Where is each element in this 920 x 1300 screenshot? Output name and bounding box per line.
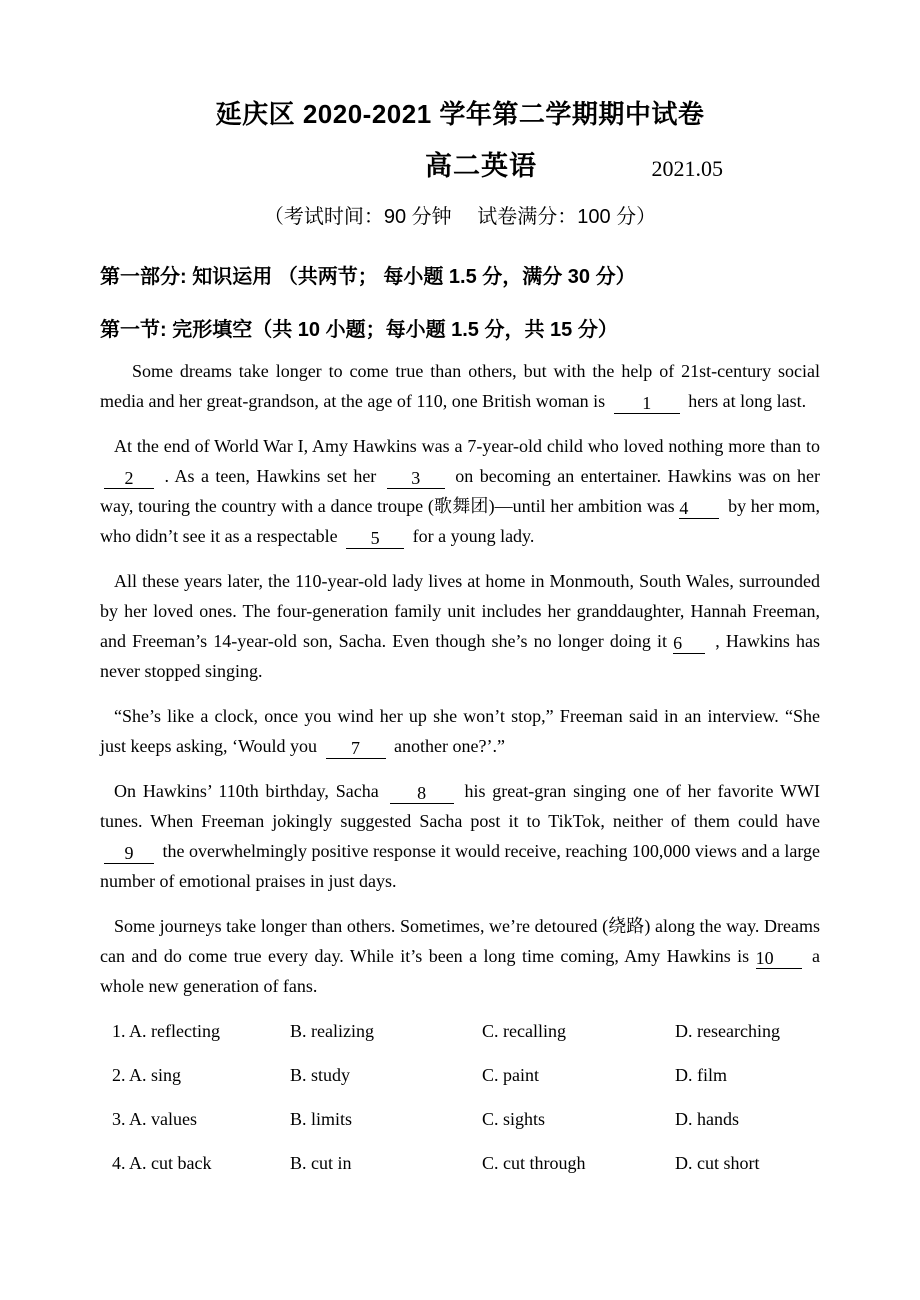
passage-paragraph-2	[100, 431, 820, 551]
option-cell-4-B: B. cut in	[290, 1153, 352, 1173]
text-run: on becoming an entertainer. Hawkins was on her way, touring the country with a dance troupe (歌舞团)—until her ambition was	[100, 466, 821, 516]
option-cell-2-A: 2. A. sing	[112, 1065, 182, 1085]
passage-paragraph-5	[100, 776, 820, 896]
section1-heading: 第一节: 完形填空（共 10 小题；每小题 1.5 分，共 15 分）	[100, 319, 618, 341]
part1-heading: 第一部分: 知识运用 （共两节； 每小题 1.5 分，满分 30 分）	[100, 266, 636, 288]
text-run: All these years later, the 110-year-old lady lives at home in Monmouth, South Wales, surrounded by her loved ones. The four-generation family unit includes her granddaughter, Hannah Freeman, and Freeman’s 14-year-old son, Sacha. Even though she’s no longer doing it	[100, 571, 820, 651]
text-run: by her mom, who didn’t see it as a respectable	[100, 496, 820, 546]
exam-subject: 高二英语	[425, 151, 537, 181]
cloze-blank-9: 9	[104, 841, 154, 864]
option-row-3	[112, 1104, 820, 1134]
cloze-blank-5: 5	[346, 526, 404, 549]
cloze-blank-3: 3	[387, 466, 445, 489]
option-row-2	[112, 1060, 820, 1090]
options-table	[112, 1016, 820, 1178]
option-row-1	[112, 1016, 820, 1046]
exam-title: 延庆区 2020-2021 学年第二学期期中试卷	[215, 99, 705, 129]
option-cell-3-A: 3. A. values	[112, 1109, 197, 1129]
option-cell-4-C: C. cut through	[482, 1153, 586, 1173]
cloze-blank-2: 2	[104, 466, 154, 489]
text-run: Some journeys take longer than others. Sometimes, we’re detoured (绕路) along the way. Dreams can and do come true every day. While it’s been a long time coming, Amy Hawkins is	[100, 916, 820, 966]
cloze-blank-10: 10	[756, 946, 802, 969]
text-run: the overwhelmingly positive response it would receive, reaching 100,000 views and a large number of emotional praises in just days.	[100, 841, 821, 891]
text-run: , Hawkins has never stopped singing.	[100, 631, 820, 681]
passage-paragraph-4	[100, 701, 820, 761]
cloze-passage	[100, 356, 820, 1001]
cloze-blank-1: 1	[614, 391, 680, 414]
option-cell-1-C: C. recalling	[482, 1021, 566, 1041]
option-cell-2-B: B. study	[290, 1065, 351, 1085]
passage-paragraph-1	[100, 356, 820, 416]
text-run: “She’s like a clock, once you wind her up she won’t stop,” Freeman said in an interview. “She just keeps asking, ‘Would you	[100, 706, 820, 756]
option-cell-4-A: 4. A. cut back	[112, 1153, 212, 1173]
option-cell-2-D: D. film	[675, 1065, 727, 1085]
exam-info-line: （考试时间：90 分钟 试卷满分：100 分）	[263, 206, 657, 228]
passage-paragraph-3	[100, 566, 820, 686]
option-cell-3-B: B. limits	[290, 1109, 353, 1129]
option-cell-4-D: D. cut short	[675, 1153, 760, 1173]
option-cell-1-B: B. realizing	[290, 1021, 374, 1041]
option-cell-1-A: 1. A. reflecting	[112, 1021, 220, 1041]
cloze-blank-7: 7	[326, 736, 386, 759]
text-run: . As a teen, Hawkins set her	[164, 466, 377, 486]
passage-paragraph-6	[100, 911, 820, 1001]
exam-date: 2021.05	[651, 156, 723, 181]
text-run: for a young lady.	[412, 526, 535, 546]
subtitle-row	[100, 148, 820, 189]
text-run: his great-gran singing one of her favorite WWI tunes. When Freeman jokingly suggested Sacha post it to TikTok, neither of them could have	[100, 781, 820, 831]
text-run: At the end of World War I, Amy Hawkins was a 7-year-old child who loved nothing more than to	[114, 436, 820, 456]
text-run: a whole new generation of fans.	[100, 946, 820, 996]
text-run: Some dreams take longer to come true than others, but with the help of 21st-century social media and her great-grandson, at the age of 110, one British woman is	[100, 361, 820, 411]
cloze-blank-6: 6	[673, 631, 705, 654]
option-cell-2-C: C. paint	[482, 1065, 539, 1085]
option-row-4	[112, 1148, 820, 1178]
cloze-blank-8: 8	[390, 781, 454, 804]
option-cell-1-D: D. researching	[675, 1021, 780, 1041]
cloze-blank-4: 4	[679, 496, 719, 519]
text-run: On Hawkins’ 110th birthday, Sacha	[114, 781, 379, 801]
option-cell-3-D: D. hands	[675, 1109, 739, 1129]
text-run: another one?’.”	[394, 736, 505, 756]
option-cell-3-C: C. sights	[482, 1109, 546, 1129]
text-run: hers at long last.	[688, 391, 807, 411]
